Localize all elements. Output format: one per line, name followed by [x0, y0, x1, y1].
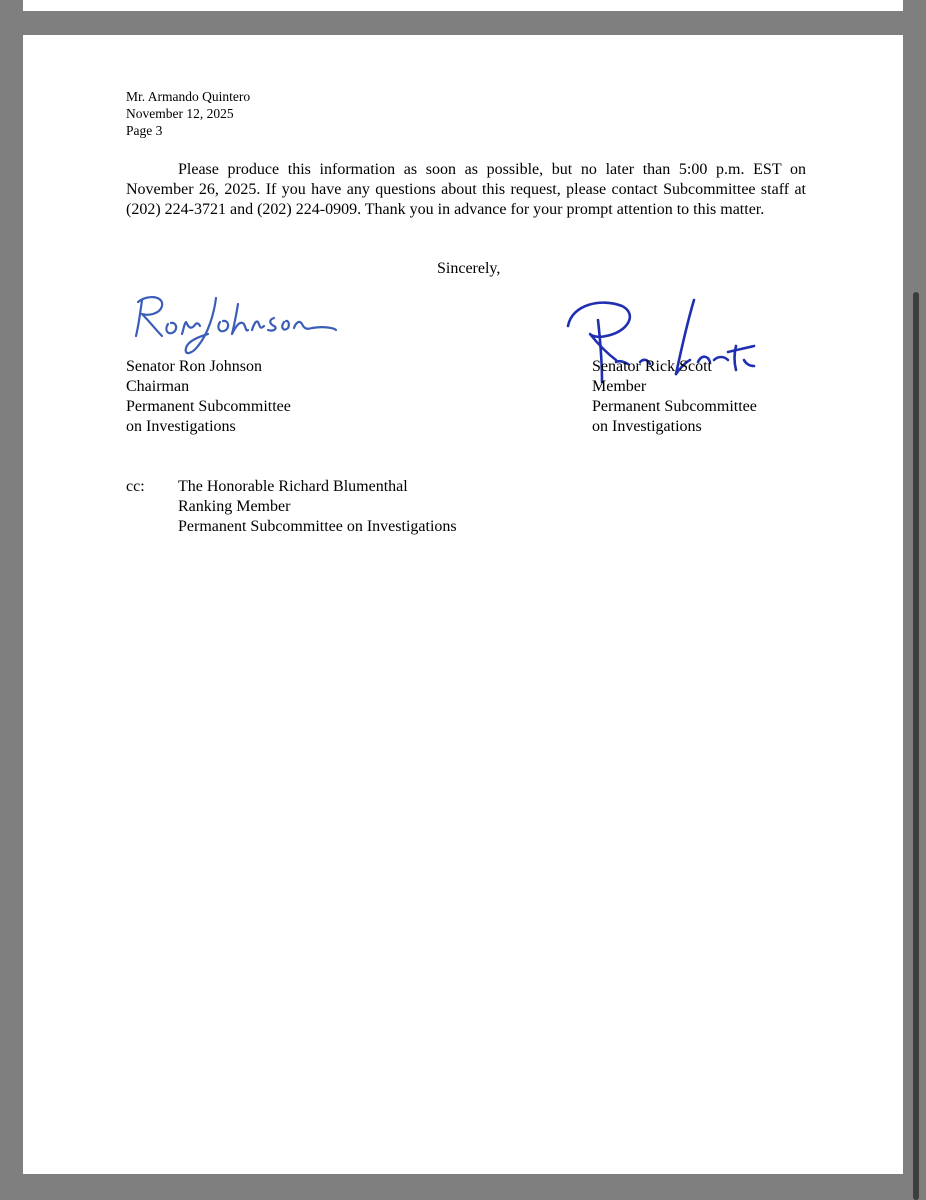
- page-number: Page 3: [126, 123, 163, 138]
- signer-committee-cont: on Investigations: [126, 418, 236, 435]
- previous-page-edge: [23, 0, 903, 11]
- cc-name: The Honorable Richard Blumenthal: [178, 478, 408, 495]
- signer-role: Member: [592, 378, 647, 395]
- signer-role: Chairman: [126, 378, 190, 395]
- body-paragraph: Please produce this information as soon as possible, but no later than 5:00 p.m. EST on November 26, 2025. If you have any questions about this request, please contact Subcommittee staff at (202) 224-3721 and (202) 224-0909. Thank you in advance for your prompt attention to this matter.: [126, 161, 806, 218]
- vertical-scrollbar[interactable]: [913, 292, 919, 1200]
- letter-header: [126, 88, 250, 139]
- cc-recipient-block: [178, 477, 457, 537]
- cc-committee: Permanent Subcommittee on Investigations: [178, 518, 457, 535]
- signer-name: Senator Ron Johnson: [126, 358, 262, 375]
- signer-block-johnson: [126, 357, 291, 437]
- signer-block-scott: [592, 357, 757, 437]
- signer-name: Senator Rick Scott: [592, 358, 712, 375]
- document-page: [23, 35, 903, 1174]
- signer-committee-cont: on Investigations: [592, 418, 702, 435]
- cc-role: Ranking Member: [178, 498, 291, 515]
- recipient-line: Mr. Armando Quintero: [126, 89, 251, 104]
- closing-salutation: Sincerely,: [437, 260, 501, 277]
- date-line: November 12, 2025: [126, 106, 234, 121]
- signer-committee: Permanent Subcommittee: [126, 398, 291, 415]
- cc-label: cc:: [126, 478, 145, 495]
- signer-committee: Permanent Subcommittee: [592, 398, 757, 415]
